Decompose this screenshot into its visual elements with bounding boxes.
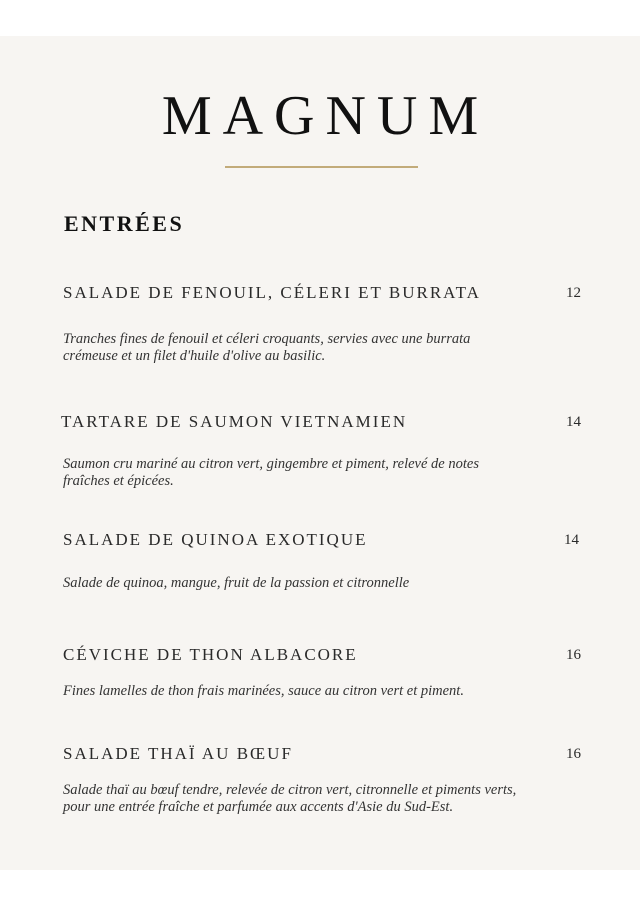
- item-price: 12: [566, 285, 581, 301]
- item-price: 14: [564, 532, 579, 548]
- item-description: Saumon cru mariné au citron vert, gingembre et piment, relevé de notes fraîches et épicées.: [63, 456, 479, 489]
- gold-divider: [225, 166, 418, 168]
- item-price: 16: [566, 746, 581, 762]
- item-price: 16: [566, 647, 581, 663]
- item-description: Tranches fines de fenouil et céleri croquants, servies avec une burrata crémeuse et un filet d'huile d'olive au basilic.: [63, 331, 471, 364]
- section-title: ENTRÉES: [64, 211, 185, 236]
- item-description: Salade thaï au bœuf tendre, relevée de citron vert, citronnelle et piments verts, pour une entrée fraîche et parfumée aux accents d'Asie du Sud-Est.: [63, 782, 517, 815]
- item-name: SALADE THAÏ AU BŒUF: [63, 744, 293, 763]
- item-description: Salade de quinoa, mangue, fruit de la passion et citronnelle: [63, 575, 410, 591]
- item-name: TARTARE DE SAUMON VIETNAMIEN: [61, 412, 408, 431]
- item-description: Fines lamelles de thon frais marinées, sauce au citron vert et piment.: [63, 683, 464, 699]
- item-price: 14: [566, 414, 581, 430]
- restaurant-name: MAGNUM: [161, 85, 490, 147]
- item-name: CÉVICHE DE THON ALBACORE: [63, 645, 358, 664]
- item-name: SALADE DE QUINOA EXOTIQUE: [63, 530, 368, 549]
- item-name: SALADE DE FENOUIL, CÉLERI ET BURRATA: [63, 283, 481, 302]
